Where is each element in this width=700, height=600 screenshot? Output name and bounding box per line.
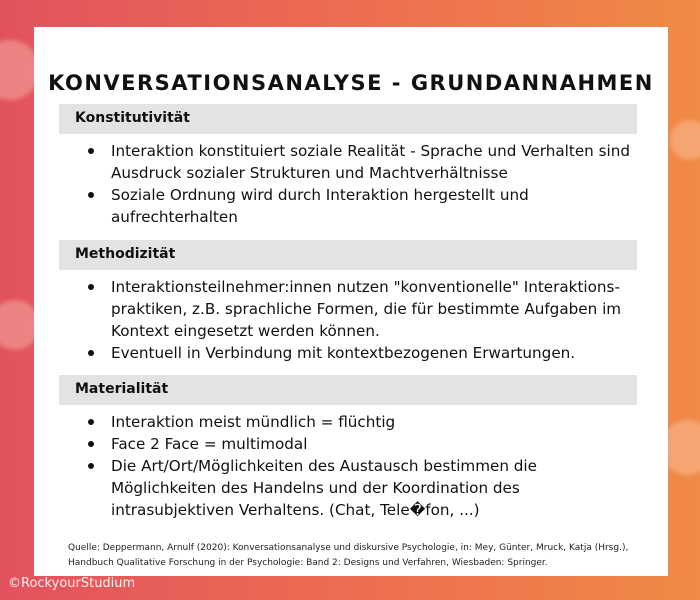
list-item: Interaktionsteilnehmer:innen nutzen "konventionelle" Interaktions-praktiken, z.B. sprachliche Formen, die für bestimmte Aufgaben im Kontext eingesetzt werden können.: [85, 276, 637, 342]
section-heading: Materialität: [75, 381, 169, 397]
bullet-icon: [88, 192, 94, 198]
bullet-icon: [88, 284, 94, 290]
bullet-icon: [88, 419, 94, 425]
list-item: Soziale Ordnung wird durch Interaktion hergestellt und aufrechterhalten: [85, 184, 637, 228]
page-title: KONVERSATIONSANALYSE - GRUNDANNAHMEN: [48, 71, 654, 95]
bullet-list-konstitutivitaet: [59, 140, 637, 228]
watermark: ©RockyourStudium: [8, 576, 136, 591]
bullet-list-materialitaet: [59, 411, 637, 521]
list-item: Interaktion konstituiert soziale Realität - Sprache und Verhalten sind Ausdruck sozialer Strukturen und Machtverhältnisse: [85, 140, 637, 184]
list-item: Interaktion meist mündlich = flüchtig: [85, 411, 637, 433]
section-header-materialitaet: [59, 375, 637, 405]
source-citation: Quelle: Deppermann, Arnulf (2020): Konversationsanalyse und diskursive Psychologie, in: Mey, Günter, Mruck, Katja (Hrsg.), Handbuch Qualitative Forschung in der Psychologie: Band 2: Designs und Verfahren, Wiesbaden: Springer.: [68, 543, 629, 568]
list-item: Die Art/Ort/Möglichkeiten des Austausch bestimmen die Möglichkeiten des Handelns und der Koordination des intrasubjektiven Verhaltens. (Chat, Tele�fon, ...): [85, 455, 637, 521]
list-item: Face 2 Face = multimodal: [85, 433, 637, 455]
bullet-list-methodizitaet: [59, 276, 637, 364]
bullet-icon: [88, 463, 94, 469]
section-header-konstitutivitaet: [59, 104, 637, 134]
bullet-icon: [88, 148, 94, 154]
list-item: Eventuell in Verbindung mit kontextbezogenen Erwartungen.: [85, 342, 637, 364]
section-heading: Methodizität: [75, 246, 176, 262]
bullet-icon: [88, 350, 94, 356]
bokeh-light: [670, 120, 700, 160]
section-heading: Konstitutivität: [75, 110, 190, 126]
section-header-methodizitaet: [59, 240, 637, 270]
bullet-icon: [88, 441, 94, 447]
content-card: [34, 27, 668, 576]
